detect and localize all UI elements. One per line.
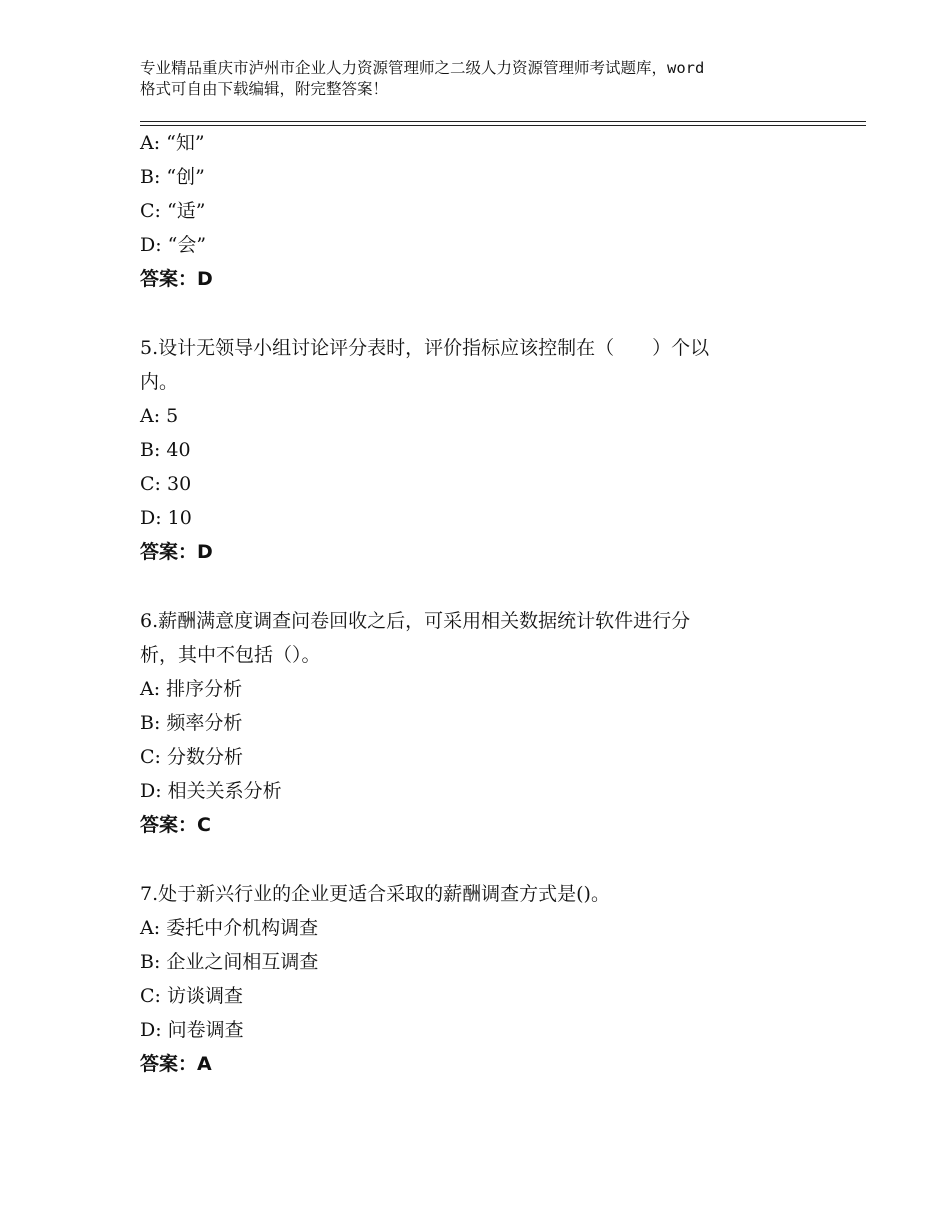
q7-stem-line-1: 7.处于新兴行业的企业更适合采取的薪酬调查方式是()。 bbox=[140, 883, 610, 905]
prev-option-b: B: “创” bbox=[140, 166, 205, 188]
q6-stem-line-1: 6.薪酬满意度调查问卷回收之后，可采用相关数据统计软件进行分 bbox=[140, 610, 691, 632]
q5-option-c: C: 30 bbox=[140, 473, 192, 495]
q5-answer: 答案：D bbox=[140, 541, 213, 563]
q5-option-b: B: 40 bbox=[140, 439, 191, 461]
q7-option-c: C: 访谈调查 bbox=[140, 985, 243, 1007]
prev-option-d: D: “会” bbox=[140, 234, 207, 256]
q7-answer: 答案：A bbox=[140, 1053, 212, 1075]
header-rule-bottom bbox=[140, 125, 866, 126]
q6-option-b: B: 频率分析 bbox=[140, 712, 243, 734]
header-title-line-2: 格式可自由下载编辑，附完整答案！ bbox=[140, 80, 389, 98]
q5-option-a: A: 5 bbox=[140, 405, 179, 427]
header-rule-top bbox=[140, 121, 866, 122]
prev-option-c: C: “适” bbox=[140, 200, 206, 222]
q6-stem-line-2: 析，其中不包括（）。 bbox=[140, 644, 321, 666]
q6-option-a: A: 排序分析 bbox=[140, 678, 243, 700]
q5-stem-line-1: 5.设计无领导小组讨论评分表时，评价指标应该控制在（ ）个以 bbox=[140, 337, 710, 359]
prev-answer: 答案：D bbox=[140, 268, 213, 290]
q7-option-b: B: 企业之间相互调查 bbox=[140, 951, 319, 973]
q7-option-a: A: 委托中介机构调查 bbox=[140, 917, 319, 939]
q5-option-d: D: 10 bbox=[140, 507, 192, 529]
q6-option-d: D: 相关关系分析 bbox=[140, 780, 282, 802]
q5-stem-line-2: 内。 bbox=[140, 371, 179, 393]
document-header bbox=[140, 58, 840, 100]
q6-answer: 答案：C bbox=[140, 814, 211, 836]
header-title-line-1: 专业精品重庆市泸州市企业人力资源管理师之二级人力资源管理师考试题库，word bbox=[140, 59, 705, 77]
q6-option-c: C: 分数分析 bbox=[140, 746, 243, 768]
prev-option-a: A: “知” bbox=[140, 132, 205, 154]
q7-option-d: D: 问卷调查 bbox=[140, 1019, 244, 1041]
